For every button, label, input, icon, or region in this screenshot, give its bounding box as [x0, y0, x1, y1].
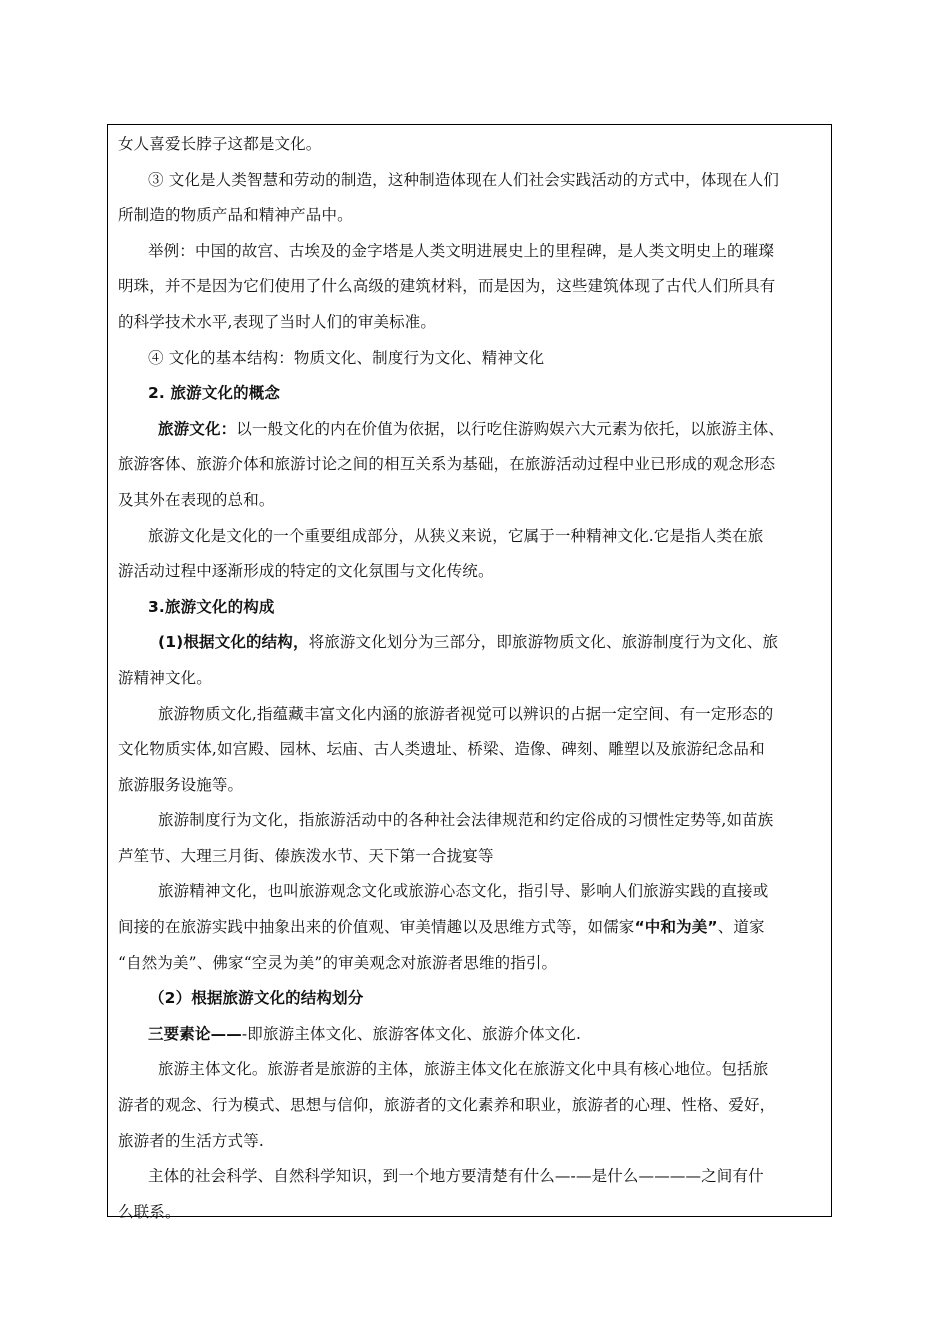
emphasis-text: “中和为美”: [634, 918, 718, 937]
paragraph-line: 游者的观念、行为模式、思想与信仰，旅游者的文化素养和职业，旅游者的心理、性格、爱好，: [118, 1096, 776, 1115]
paragraph-line: 游活动过程中逐渐形成的特定的文化氛围与文化传统。: [118, 562, 494, 581]
paragraph-line: 所制造的物质产品和精神产品中。: [118, 206, 353, 225]
section-heading: （2）根据旅游文化的结构划分: [149, 989, 364, 1008]
paragraph-line: 旅游制度行为文化，指旅游活动中的各种社会法律规范和约定俗成的习惯性定势等,如苗族: [158, 811, 774, 830]
text-body: [118, 127, 826, 1230]
paragraph-line: 芦笙节、大理三月街、傣族泼水节、天下第一合拢宴等: [118, 846, 494, 865]
paragraph-line: 及其外在表现的总和。: [118, 490, 275, 509]
paragraph-line: 旅游文化是文化的一个重要组成部分，从狭义来说，它属于一种精神文化.它是指人类在旅: [148, 526, 764, 545]
paragraph-text: -即旅游主体文化、旅游客体文化、旅游介体文化.: [241, 1024, 582, 1043]
paragraph-line: 旅游主体文化。旅游者是旅游的主体，旅游主体文化在旅游文化中具有核心地位。包括旅: [158, 1060, 769, 1079]
paragraph-line: 旅游服务设施等。: [118, 775, 244, 794]
paragraph-text: 、道家: [717, 918, 765, 937]
paragraph-text: 间接的在旅游实践中抽象出来的价值观、审美情趣以及思维方式等，如儒家: [118, 918, 635, 937]
paragraph-line: 旅游者的生活方式等.: [118, 1131, 264, 1150]
section-heading: 3.旅游文化的构成: [148, 597, 275, 616]
paragraph-line: 主体的社会科学、自然科学知识，到一个地方要清楚有什么—-—是什么————之间有什: [148, 1167, 764, 1186]
term-definition: 以一般文化的内在价值为依据，以行吃住游购娱六大元素为依托，以旅游主体、: [236, 419, 785, 438]
paragraph-line: 的科学技术水平,表现了当时人们的审美标准。: [118, 312, 437, 331]
content-table-cell: [107, 124, 832, 1221]
subheading-label: (1)根据文化的结构，: [158, 633, 309, 652]
paragraph-line: ④ 文化的基本结构：物质文化、制度行为文化、精神文化: [148, 348, 545, 367]
paragraph-line: [118, 1017, 826, 1053]
paragraph-line: 旅游精神文化，也叫旅游观念文化或旅游心态文化，指引导、影响人们旅游实践的直接或: [158, 882, 769, 901]
paragraph-line: [118, 625, 826, 661]
paragraph-line: 旅游物质文化,指蕴藏丰富文化内涵的旅游者视觉可以辨识的占据一定空间、有一定形态的: [158, 704, 774, 723]
paragraph-line: [118, 910, 826, 946]
paragraph-line: 么联系。: [118, 1202, 181, 1221]
section-heading: 2. 旅游文化的概念: [148, 384, 281, 403]
paragraph-line: 旅游客体、旅游介体和旅游讨论之间的相互关系为基础，在旅游活动过程中业已形成的观念形态: [118, 455, 776, 474]
paragraph-line: 游精神文化。: [118, 668, 212, 687]
paragraph-line: “自然为美”、佛家“空灵为美”的审美观念对旅游者思维的指引。: [118, 953, 558, 972]
paragraph-line: 女人喜爱长脖子这都是文化。: [118, 135, 322, 153]
paragraph-line: 文化物质实体,如宫殿、园林、坛庙、古人类遗址、桥梁、造像、碑刻、雕塑以及旅游纪念品和: [118, 740, 765, 759]
paragraph-line: ③ 文化是人类智慧和劳动的制造，这种制造体现在人们社会实践活动的方式中，体现在人们: [148, 170, 780, 189]
subheading-label: 三要素论——: [148, 1024, 242, 1043]
term-label: 旅游文化：: [158, 419, 237, 438]
paragraph-line: 明珠，并不是因为它们使用了什么高级的建筑材料，而是因为，这些建筑体现了古代人们所具有: [118, 277, 776, 296]
paragraph-text: 将旅游文化划分为三部分，即旅游物质文化、旅游制度行为文化、旅: [308, 633, 779, 652]
paragraph-line: 举例：中国的故宫、古埃及的金字塔是人类文明进展史上的里程碑，是人类文明史上的璀璨: [148, 241, 775, 260]
paragraph-line: [118, 412, 826, 448]
